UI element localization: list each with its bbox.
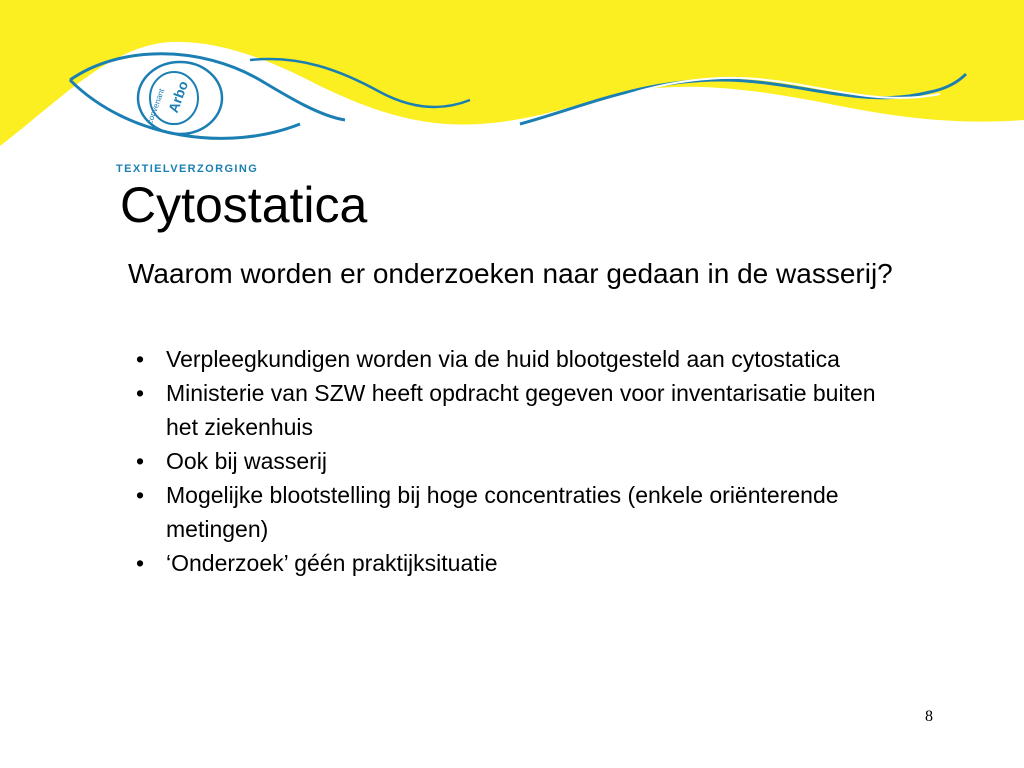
arbo-convenant-logo xyxy=(60,40,360,160)
slide-title: Cytostatica xyxy=(120,177,368,233)
bullet-item xyxy=(128,342,888,376)
bullet-list xyxy=(128,342,888,580)
bullet-item xyxy=(128,444,888,478)
bullet-text: Ook bij wasserij xyxy=(166,448,328,474)
bullet-icon: • xyxy=(136,346,145,372)
logo-sub-brand: convenant xyxy=(145,87,167,126)
bullet-item xyxy=(128,546,888,580)
bullet-icon: • xyxy=(136,448,145,474)
slide-question: Waarom worden er onderzoeken naar gedaan in de wasserij? xyxy=(128,258,893,289)
bullet-icon: • xyxy=(136,550,145,576)
bullet-text: ‘Onderzoek’ géén praktijksituatie xyxy=(166,550,498,576)
logo-subtitle: TEXTIELVERZORGING xyxy=(116,163,259,175)
bullet-text: Verpleegkundigen worden via de huid blootgesteld aan cytostatica xyxy=(166,346,840,372)
bullet-text: Mogelijke blootstelling bij hoge concentraties (enkele oriënterende metingen) xyxy=(166,482,839,542)
logo-brand: Arbo xyxy=(164,78,192,115)
bullet-item xyxy=(128,478,888,546)
bullet-icon: • xyxy=(136,482,145,508)
bullet-icon: • xyxy=(136,380,145,406)
page-number: 8 xyxy=(925,708,933,725)
bullet-item xyxy=(128,376,888,444)
bullet-text: Ministerie van SZW heeft opdracht gegeven voor inventarisatie buiten het ziekenhuis xyxy=(166,380,876,440)
